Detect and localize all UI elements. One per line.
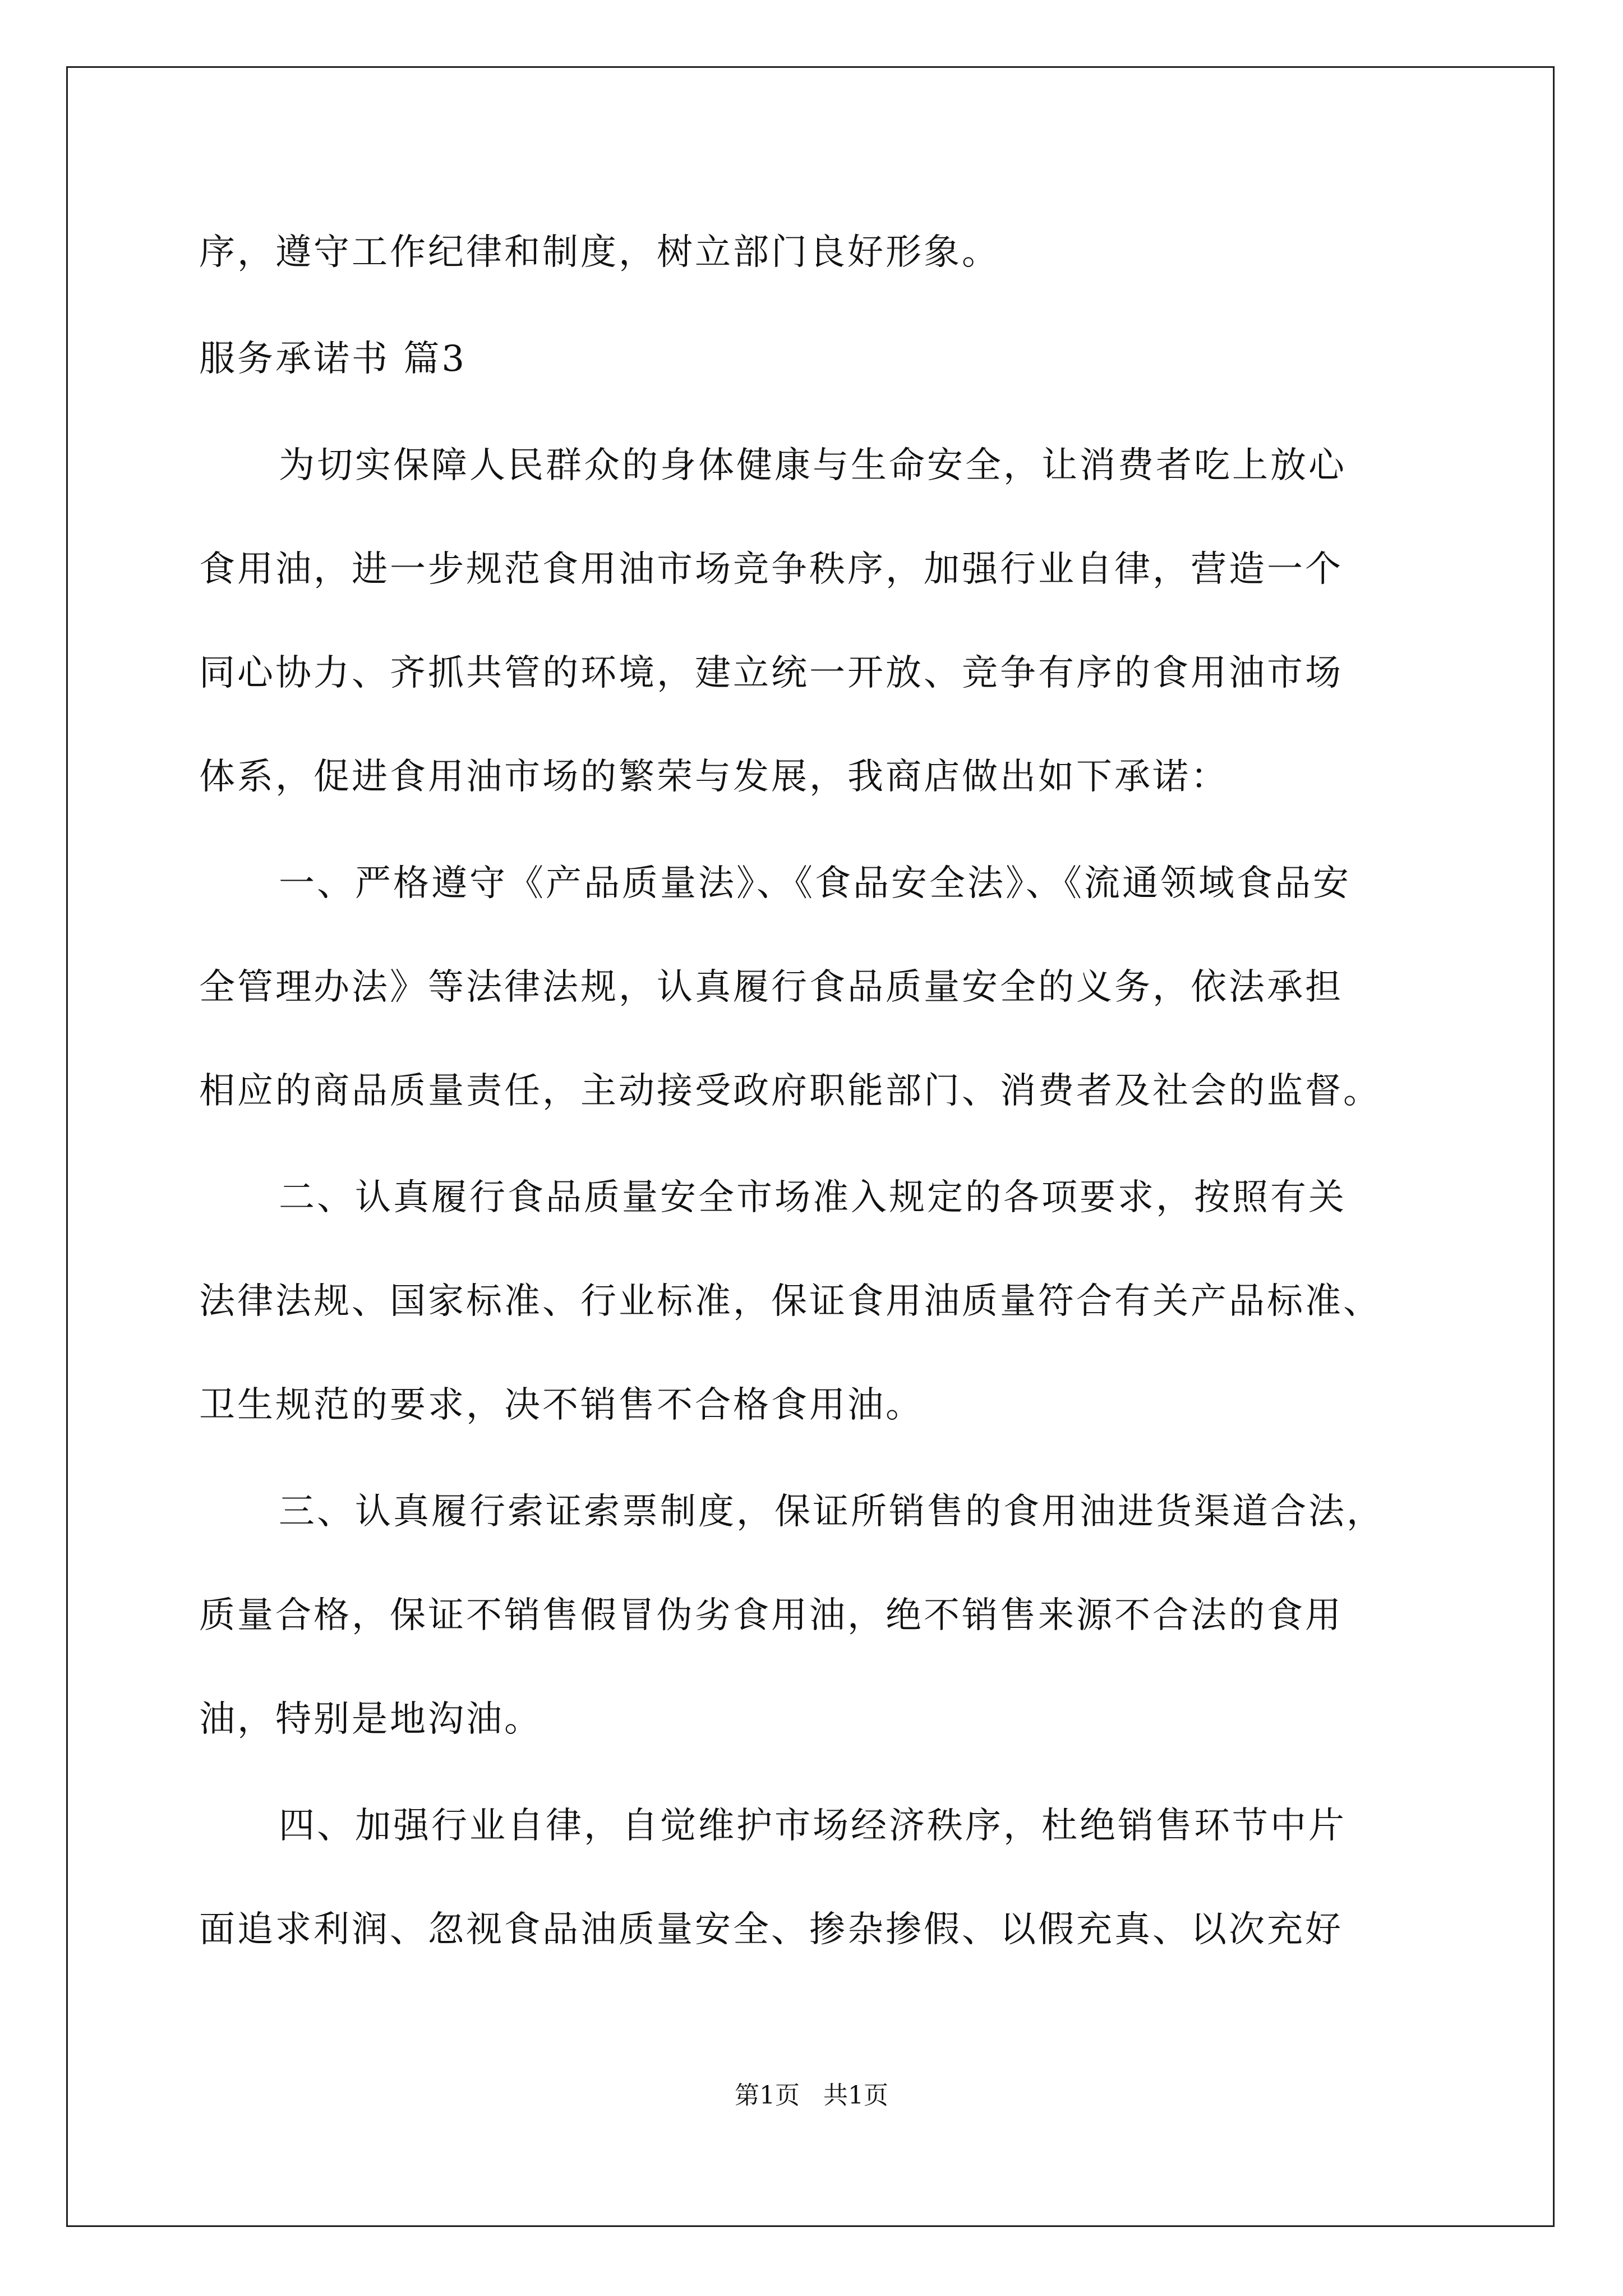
paragraph-item-3-line-2: 质量合格，保证不销售假冒伪劣食用油，绝不销售来源不合法的食用 [199,1595,1343,1636]
paragraph-intro-line-4: 体系，促进食用油市场的繁荣与发展，我商店做出如下承诺： [199,756,1229,798]
page-footer: 第1页 共1页 [735,2081,888,2110]
paragraph-item-3-line-3: 油，特别是地沟油。 [199,1699,542,1740]
paragraph-intro-line-1: 为切实保障人民群众的身体健康与生命安全，让消费者吃上放心 [279,445,1347,486]
section-heading: 服务承诺书 篇3 [199,338,467,380]
paragraph-item-4-line-2: 面追求利润、忽视食品油质量安全、掺杂掺假、以假充真、以次充好 [199,1909,1343,1950]
paragraph-item-3-line-1: 三、认真履行索证索票制度，保证所销售的食用油进货渠道合法， [279,1491,1385,1533]
paragraph-item-1-line-1: 一、严格遵守《产品质量法》、《食品安全法》、《流通领域食品安 [279,863,1351,904]
paragraph-item-2-line-1: 二、认真履行食品质量安全市场准入规定的各项要求，按照有关 [279,1177,1347,1218]
paragraph-item-4-line-1: 四、加强行业自律，自觉维护市场经济秩序，杜绝销售环节中片 [279,1805,1347,1847]
paragraph-intro-line-2: 食用油，进一步规范食用油市场竞争秩序，加强行业自律，营造一个 [199,549,1343,590]
paragraph-intro-line-3: 同心协力、齐抓共管的环境，建立统一开放、竞争有序的食用油市场 [199,652,1343,694]
paragraph-item-2-line-2: 法律法规、国家标准、行业标准，保证食用油质量符合有关产品标准、 [199,1281,1381,1322]
text-line-continuation: 序，遵守工作纪律和制度，树立部门良好形象。 [199,232,1000,273]
page-border [66,66,1555,2227]
paragraph-item-1-line-3: 相应的商品质量责任，主动接受政府职能部门、消费者及社会的监督。 [199,1070,1381,1112]
paragraph-item-2-line-3: 卫生规范的要求，决不销售不合格食用油。 [199,1384,924,1426]
paragraph-item-1-line-2: 全管理办法》等法律法规，认真履行食品质量安全的义务，依法承担 [199,967,1343,1008]
